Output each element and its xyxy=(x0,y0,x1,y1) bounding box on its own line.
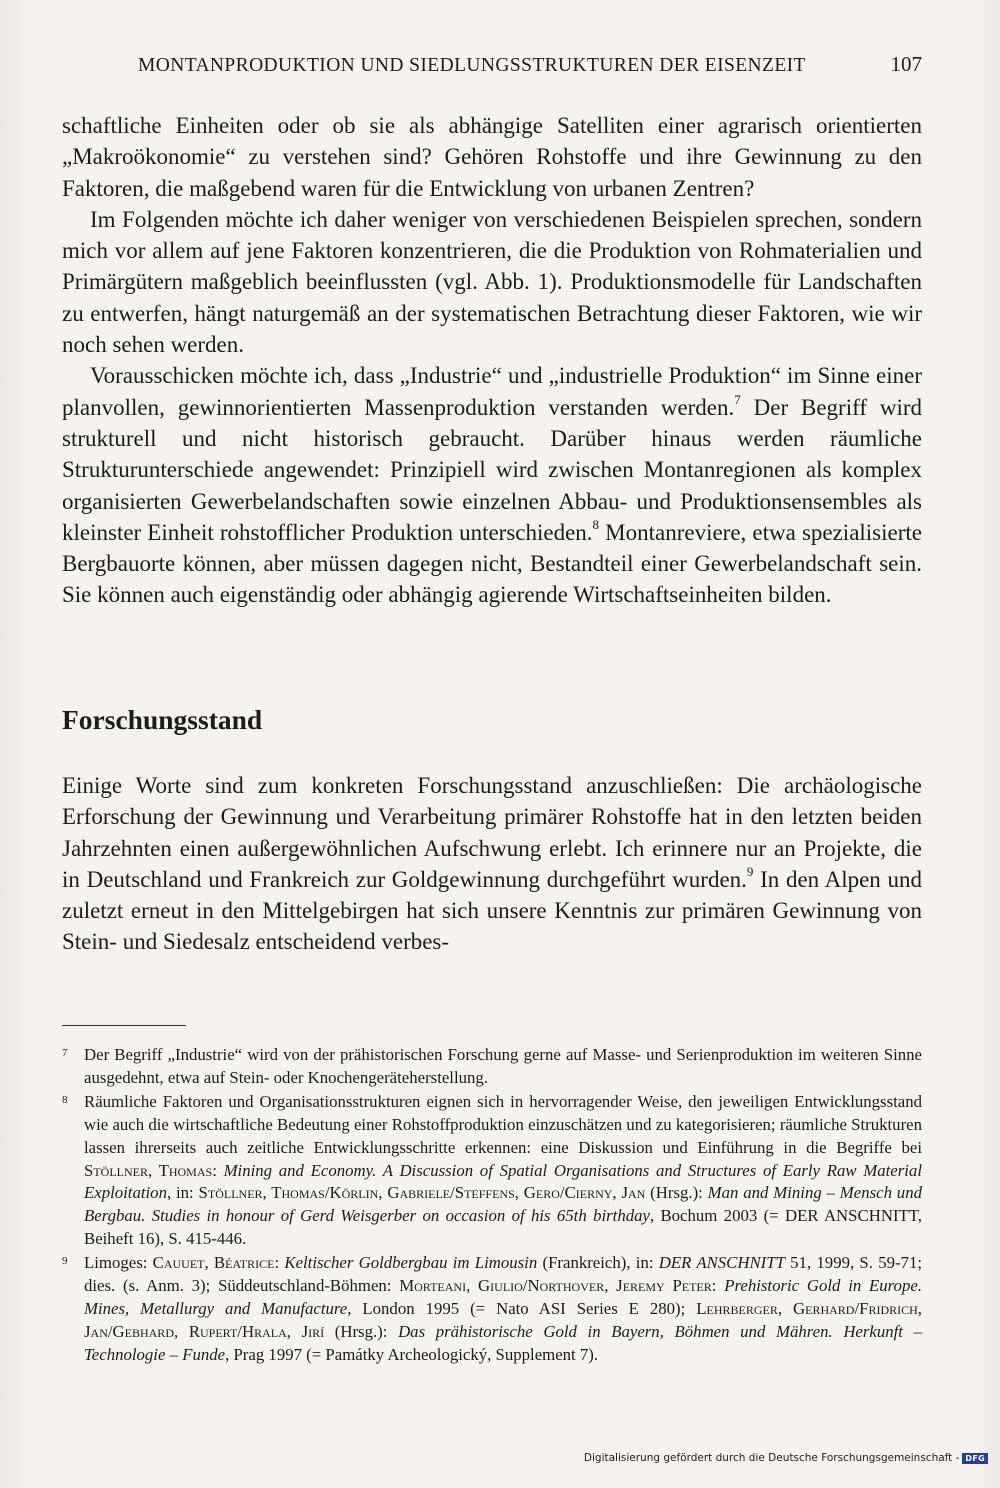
fn-title: Keltischer Goldbergbau im Limousin xyxy=(279,1253,538,1273)
section-heading: Forschungsstand xyxy=(62,704,263,735)
fn-author: Cauuet, Béatrice: xyxy=(152,1253,280,1273)
fn-title: Man and Mining – Mensch und Bergbau. Studies in honour of Gerd Weisgerber on occasion of his 65th birthday xyxy=(84,1183,922,1226)
fn-title: DER ANSCHNITT xyxy=(658,1253,785,1273)
fn-segment: 51, 1999, S. 59-71; dies. (s. Anm. 3); Süddeutschland-Böhmen: xyxy=(84,1253,923,1296)
digitization-footer xyxy=(584,1452,988,1464)
fn-segment: (Hrsg.): xyxy=(324,1321,399,1341)
footnote-8 xyxy=(62,1091,922,1251)
footer-text: Digitalisierung gefördert durch die Deutsche Forschungsgemeinschaft - xyxy=(583,1452,960,1464)
paragraph-1: schaftliche Einheiten oder ob sie als abhängige Satelliten einer agrarisch orientierten „Makroökonomie“ zu verstehen sind? Gehören Rohstoffe und ihre Gewinnung zu den Faktoren, die maßgebend waren für die Entwicklung von urbanen Zentren? xyxy=(62,113,922,201)
paragraph-3-part-c: Montanreviere, etwa spezialisierte Bergbauorte können, aber müssen dagegen nicht, Bestandteil einer Gewerbelandschaft sein. Sie können auch eigenständig oder abhängig agierende Wirtschaftseinheiten bilden. xyxy=(62,519,922,608)
running-title: MONTANPRODUKTION UND SIEDLUNGSSTRUKTUREN DER EISENZEIT xyxy=(138,55,806,76)
fn-author: Stöllner, Thomas/Körlin, Gabriele/Steffens, Gero/Cierny, Jan xyxy=(198,1183,646,1203)
footnote-9 xyxy=(62,1252,922,1367)
paragraph-3 xyxy=(62,360,922,610)
paragraph-4-part-b: In den Alpen und zuletzt erneut in den Mittelgebirgen hat sich unsere Kenntnis zur primären Gewinnung von Stein- und Siedesalz entscheidend verbes- xyxy=(62,866,922,955)
footnote-number: 7 xyxy=(62,1047,68,1059)
paragraph-4-part-a: Einige Worte sind zum konkreten Forschungsstand anzuschließen: Die archäologische Erforschung der Gewinnung und Verarbeitung primärer Rohstoffe hat in den letzten beiden Jahrzehnten einen außergewöhnlichen Aufschwung erlebt. Ich erinnere nur an Projekte, die in Deutschland und Frankreich zur Goldgewinnung durchgeführt wurden. xyxy=(62,773,922,892)
paragraph-2: Im Folgenden möchte ich daher weniger von verschiedenen Beispielen sprechen, sondern mich vor allem auf jene Faktoren konzentrieren, die die Produktion von Rohmaterialien und Primärgütern maßgeblich beeinflussten (vgl. Abb. 1). Produktionsmodelle für Landschaften zu entwerfen, hängt naturgemäß an der systematischen Betrachtung dieser Faktoren, wie wir noch sehen werden. xyxy=(62,206,922,358)
fn-segment: , London 1995 (= Nato ASI Series E 280); xyxy=(347,1298,697,1318)
paragraph-4 xyxy=(62,770,922,958)
fn-segment: , Bochum 2003 (= DER ANSCHNITT, Beiheft 16), S. 415-446. xyxy=(84,1206,922,1249)
fn-segment: , in: xyxy=(166,1183,199,1203)
footnote-text: Der Begriff „Industrie“ wird von der prähistorischen Forschung gerne auf Masse- und Serienproduktion im weiteren Sinne ausgedehnt, etwa auf Stein- oder Knochengeräteherstellung. xyxy=(84,1045,922,1087)
paragraph-3-part-b: Der Begriff wird strukturell und nicht historisch gebraucht. Darüber hinaus werden räumliche Strukturunterschiede angewendet: Prinzipiell wird zwischen Montanregionen als komplex organisierten Gewerbelandschaften sowie einzelnen Abbau- und Produktionsensembles als kleinster Einheit rohstofflicher Produktion unterschieden. xyxy=(62,394,923,545)
fn-author: Morteani, Giulio/Northover, Jeremy Peter: xyxy=(399,1276,717,1296)
fn-title: Das prähistorische Gold in Bayern, Böhmen und Mähren. Herkunft – Technologie – Funde xyxy=(84,1321,922,1364)
page-number: 107 xyxy=(890,52,922,76)
paragraph-3-part-a: Vorausschicken möchte ich, dass „Industrie“ und „industrielle Produktion“ im Sinne einer planvollen, gewinnorientierten Massenproduktion verstanden werden. xyxy=(62,363,922,420)
fn-author: Stöllner, Thomas: xyxy=(84,1160,217,1180)
dfg-logo-icon: DFG xyxy=(962,1453,988,1464)
fn-author: Lehrberger, Gerhard/Fridrich, Jan/Gebhard, Rupert/Hrala, Jirí xyxy=(84,1298,922,1341)
footnote-ref-7[interactable]: 7 xyxy=(734,392,741,408)
fn-title: Mining and Economy. A Discussion of Spatial Organisations and Structures of Early Raw Material Exploitation xyxy=(84,1160,922,1203)
footnote-text xyxy=(84,1091,922,1251)
fn-segment: Limoges: xyxy=(84,1253,153,1273)
body-text-bottom xyxy=(62,770,922,958)
footnote-divider xyxy=(62,1025,186,1026)
footnote-7 xyxy=(62,1044,922,1090)
running-header xyxy=(138,52,922,77)
footnote-text xyxy=(84,1252,922,1367)
footnote-ref-8[interactable]: 8 xyxy=(592,517,600,533)
fn-segment: Räumliche Faktoren und Organisationsstrukturen eignen sich in hervorragender Weise, den jeweiligen Entwicklungsstand wie auch die wirtschaftliche Bedeutung einer Rohstoffproduktion einzuschätzen und zu kategorisieren; räumliche Strukturen lassen ihrerseits auch zeitliche Entwicklungsschritte erkennen: eine Diskussion und Einführung in die Begriffe bei xyxy=(84,1091,922,1157)
footnotes xyxy=(62,1025,922,1368)
fn-segment: , Prag 1997 (= Památky Archeologický, Supplement 7). xyxy=(225,1344,599,1364)
footnote-number: 9 xyxy=(62,1255,68,1268)
body-text-top xyxy=(62,110,922,611)
footnote-ref-9[interactable]: 9 xyxy=(746,864,754,880)
footnote-number: 8 xyxy=(62,1093,68,1106)
fn-segment: (Frankreich), in: xyxy=(537,1253,659,1273)
fn-title: Prehistoric Gold in Europe. Mines, Metallurgy and Manufacture xyxy=(84,1276,922,1318)
fn-segment: (Hrsg.): xyxy=(645,1183,708,1203)
